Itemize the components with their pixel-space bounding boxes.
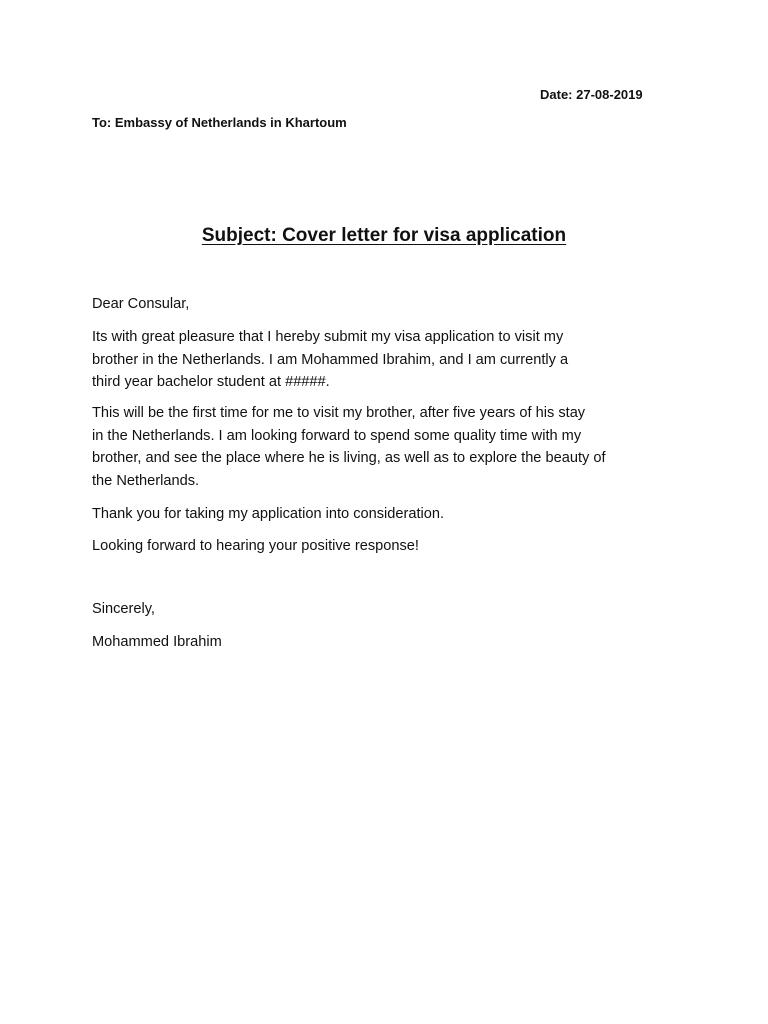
paragraph-line: in the Netherlands. I am looking forward to spend some quality time with my — [92, 427, 582, 444]
paragraph-line: the Netherlands. — [92, 472, 200, 489]
letter-date: Date: 27-08-2019 — [540, 87, 643, 102]
paragraph-line: This will be the first time for me to visit my brother, after five years of his stay — [92, 405, 586, 421]
letter-subject: Subject: Cover letter for visa application — [201, 225, 567, 246]
paragraph-line: brother in the Netherlands. I am Mohammed Ibrahim, and I am currently a — [92, 351, 569, 368]
letter-salutation: Dear Consular, — [92, 296, 190, 312]
letter-paragraph-4 — [92, 535, 692, 558]
letter-paragraph-2 — [92, 402, 692, 492]
paragraph-line: brother, and see the place where he is living, as well as to explore the beauty of — [92, 450, 606, 466]
letter-paragraph-3 — [92, 503, 692, 526]
paragraph-line: Looking forward to hearing your positive response! — [92, 538, 419, 554]
letter-paragraph-1 — [92, 326, 692, 394]
letter-signature: Mohammed Ibrahim — [92, 634, 222, 650]
letter-recipient: To: Embassy of Netherlands in Khartoum — [92, 115, 347, 130]
paragraph-line: third year bachelor student at #####. — [92, 374, 330, 390]
paragraph-line: Thank you for taking my application into consideration. — [92, 506, 445, 522]
paragraph-line: Its with great pleasure that I hereby submit my visa application to visit my — [92, 329, 564, 345]
letter-closing: Sincerely, — [92, 601, 155, 617]
